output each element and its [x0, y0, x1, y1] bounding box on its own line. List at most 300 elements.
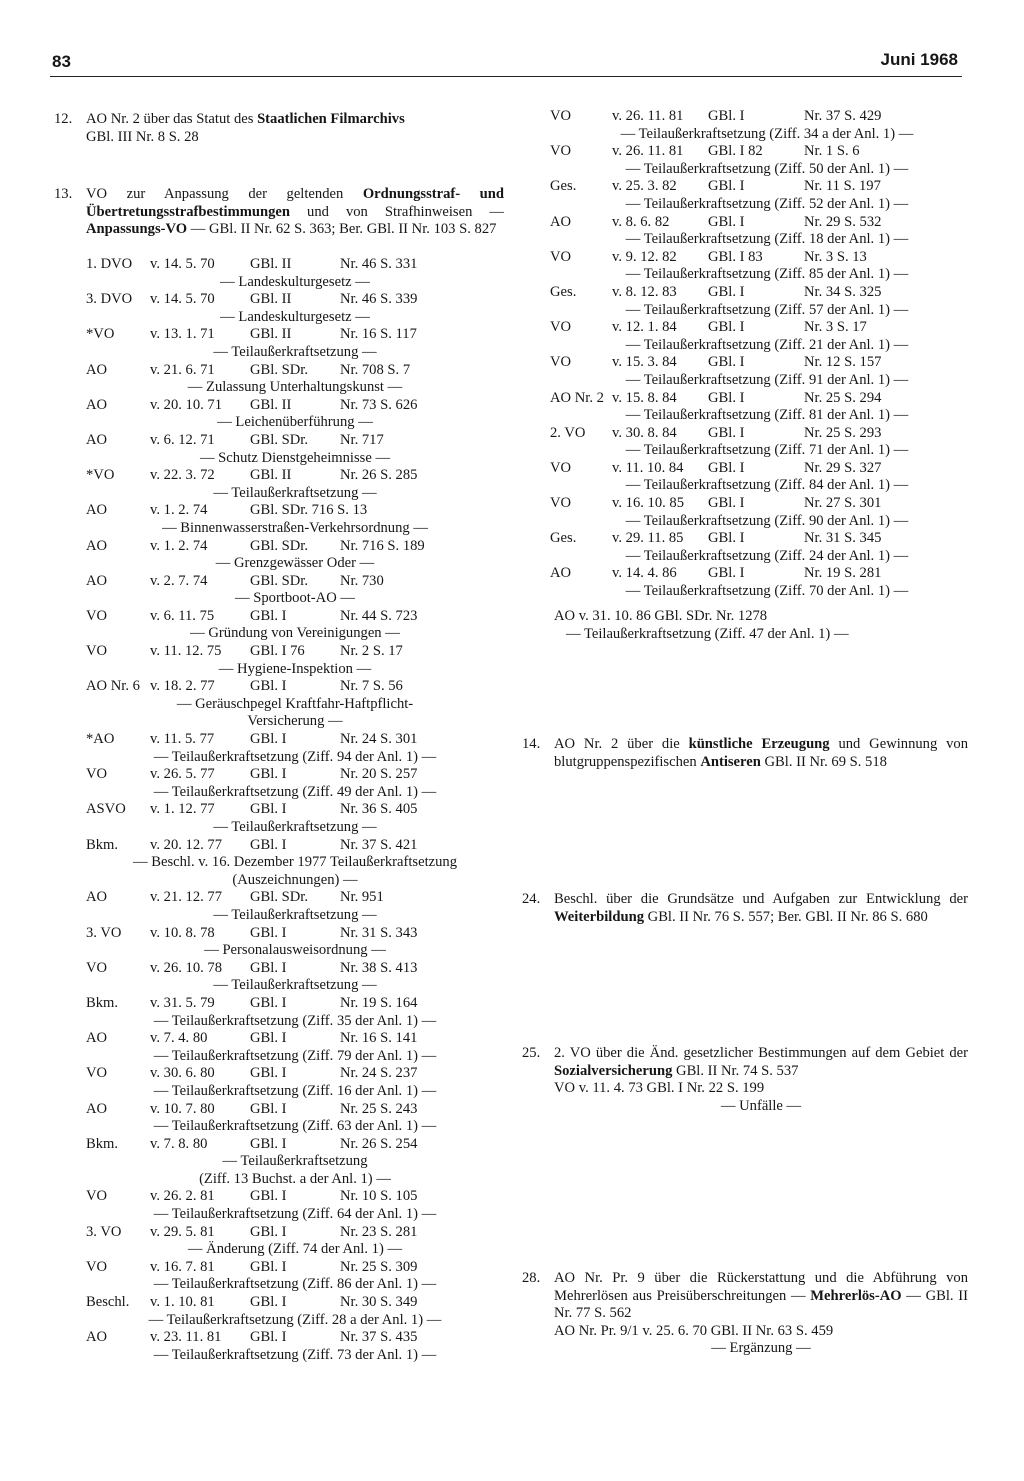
amendment-row: [86, 362, 504, 380]
sub-note: — Ergänzung —: [711, 1340, 811, 1357]
gazette-ref: GBl. I: [250, 1223, 287, 1240]
gazette-ref: GBl. I: [708, 283, 745, 300]
amendment-type: VO: [86, 1065, 108, 1082]
amendment-note: — Teilaußerkraftsetzung —: [213, 977, 377, 994]
amendment-note: — Teilaußerkraftsetzung (Ziff. 90 der Anl. 1) —: [625, 512, 909, 529]
amendment-note: — Teilaußerkraftsetzung: [222, 1153, 368, 1170]
entry-text: [554, 736, 968, 771]
amendment-row: [86, 1101, 504, 1119]
amendment-type: VO: [550, 354, 572, 371]
amendment-note: — Teilaußerkraftsetzung (Ziff. 81 der Anl. 1) —: [625, 407, 909, 424]
gazette-ref: GBl. I: [250, 1329, 287, 1346]
amendment-note: — Teilaußerkraftsetzung (Ziff. 50 der Anl. 1) —: [625, 160, 909, 177]
text-run: AO Nr. 2 über das Statut des: [86, 111, 258, 127]
amendment-note: — Teilaußerkraftsetzung (Ziff. 71 der Anl. 1) —: [625, 442, 909, 459]
amendment-note: (Auszeichnungen) —: [232, 871, 358, 888]
text-run: AO Nr. 2 über die: [554, 736, 689, 752]
gazette-ref: GBl. I: [250, 1258, 287, 1275]
gazette-number: Nr. 7 S. 56: [340, 678, 403, 695]
amendment-type: VO: [550, 248, 572, 265]
gazette-ref: GBl. I: [250, 994, 287, 1011]
amendment-type: VO: [550, 459, 572, 476]
gazette-ref: GBl. I 83: [708, 248, 763, 265]
amendment-date: v. 13. 1. 71: [150, 326, 215, 343]
sub-reference: VO v. 11. 4. 73 GBl. I Nr. 22 S. 199: [554, 1080, 765, 1097]
text-run: und Gewinnung von blutgruppenspezifischen: [554, 736, 969, 770]
amendment-row: [522, 108, 968, 126]
amendment-date: v. 21. 12. 77: [150, 889, 223, 906]
amendment-note: — Teilaußerkraftsetzung —: [213, 819, 377, 835]
amendment-row: [86, 1329, 504, 1347]
entry-number: 12.: [54, 111, 73, 127]
amendment-row: [86, 678, 504, 696]
amendment-type: VO: [550, 319, 572, 336]
amendment-row: [86, 837, 504, 855]
amendment-type: Beschl.: [86, 1294, 130, 1311]
amendment-note: — Sportboot-AO —: [235, 590, 355, 607]
amendment-type: AO: [86, 1329, 108, 1346]
amendment-type: VO: [550, 143, 572, 160]
amendment-row: [86, 326, 504, 344]
gazette-number: Nr. 46 S. 331: [340, 256, 418, 272]
amendment-row: [86, 432, 504, 450]
amendment-date: v. 1. 2. 74: [150, 537, 208, 554]
entry-12: [54, 111, 504, 146]
amendment-type: 3. VO: [86, 924, 122, 941]
bold-term: Sozialversicherung: [554, 1062, 673, 1079]
amendment-type: AO: [86, 431, 108, 448]
amendment-date: v. 8. 12. 83: [612, 283, 677, 300]
amendment-type: AO: [86, 1100, 108, 1117]
amendment-note: — Teilaußerkraftsetzung —: [213, 343, 377, 360]
gazette-number: Nr. 2 S. 17: [340, 643, 403, 660]
amendment-row: [86, 995, 504, 1013]
gazette-number: Nr. 73 S. 626: [340, 396, 418, 413]
gazette-number: Nr. 730: [340, 572, 384, 589]
gazette-ref: GBl. I: [708, 424, 745, 441]
gazette-ref: GBl. I: [250, 678, 287, 695]
amendment-row: [522, 495, 968, 513]
amendment-row: [86, 801, 504, 819]
amendment-date: v. 22. 3. 72: [150, 467, 215, 484]
amendment-type: AO: [86, 537, 108, 554]
amendment-type: AO: [86, 361, 108, 378]
tail-line: AO v. 31. 10. 86 GBl. SDr. Nr. 1278: [554, 608, 768, 624]
amendment-row: [86, 925, 504, 943]
entry-text: [86, 111, 504, 146]
amendment-note: — Teilaußerkraftsetzung (Ziff. 24 der Anl. 1) —: [625, 547, 909, 564]
amendment-row: [522, 530, 968, 548]
amendment-type: AO: [86, 396, 108, 413]
entry-number: 28.: [522, 1270, 541, 1286]
amendment-note: — Hygiene-Inspektion —: [218, 660, 372, 677]
amendment-row: [86, 256, 504, 274]
amendment-note: — Teilaußerkraftsetzung (Ziff. 73 der Anl. 1) —: [153, 1346, 437, 1363]
amendment-date: v. 21. 6. 71: [150, 361, 215, 378]
gazette-ref: GBl. I: [250, 1294, 287, 1311]
amendment-note: — Teilaußerkraftsetzung (Ziff. 86 der Anl. 1) —: [153, 1276, 437, 1293]
gazette-ref: GBl. I: [708, 319, 745, 336]
amendment-date: v. 25. 3. 82: [612, 178, 677, 195]
page-number: 83: [52, 52, 71, 71]
gazette-ref: GBl. I: [250, 959, 287, 976]
amendment-date: v. 1. 2. 74: [150, 502, 208, 519]
amendment-type: *VO: [86, 326, 115, 343]
amendment-note: — Grenzgewässer Oder —: [215, 555, 375, 572]
gazette-number: Nr. 29 S. 327: [804, 459, 882, 476]
text-run: — GBl. II Nr. 77 S. 562: [554, 1287, 968, 1322]
bold-term: Anpassungs-VO: [86, 221, 188, 238]
amendment-row: [86, 573, 504, 591]
gazette-ref: GBl. I: [708, 495, 745, 512]
gazette-number: Nr. 20 S. 257: [340, 766, 418, 783]
continuation-tail: [522, 608, 968, 643]
amendment-date: v. 16. 7. 81: [150, 1258, 215, 1275]
amendment-note: — Binnenwasserstraßen-Verkehrsordnung —: [162, 519, 428, 536]
gazette-number: Nr. 23 S. 281: [340, 1223, 418, 1240]
amendment-row: [86, 291, 504, 309]
gazette-number: Nr. 38 S. 413: [340, 959, 418, 976]
amendment-type: Ges.: [550, 283, 577, 300]
amendment-date: v. 2. 7. 74: [150, 572, 208, 589]
amendment-date: v. 29. 5. 81: [150, 1223, 215, 1240]
gazette-number: Nr. 36 S. 405: [340, 801, 418, 818]
gazette-number: Nr. 30 S. 349: [340, 1294, 418, 1311]
amendment-row: [86, 1030, 504, 1048]
amendment-row: [86, 1259, 504, 1277]
gazette-ref: GBl. SDr.: [250, 361, 308, 378]
entry-number: 14.: [522, 736, 541, 752]
gazette-number: Nr. 16 S. 117: [340, 326, 417, 343]
amendment-note: — Teilaußerkraftsetzung (Ziff. 63 der Anl. 1) —: [153, 1118, 437, 1135]
gazette-number: Nr. 37 S. 435: [340, 1329, 418, 1346]
amendment-note: — Teilaußerkraftsetzung (Ziff. 52 der Anl. 1) —: [625, 195, 909, 212]
entry-text: [554, 1045, 968, 1080]
entry-14: [522, 736, 968, 771]
amendment-date: v. 26. 11. 81: [612, 108, 684, 124]
gazette-ref: GBl. I: [250, 924, 287, 941]
gazette-ref: GBl. II: [250, 291, 292, 308]
gazette-number: Nr. 25 S. 294: [804, 389, 882, 406]
amendment-date: v. 9. 12. 82: [612, 248, 677, 265]
amendment-note: — Teilaußerkraftsetzung (Ziff. 84 der Anl. 1) —: [625, 477, 909, 494]
amendment-row: [522, 214, 968, 232]
amendment-date: v. 11. 5. 77: [150, 731, 215, 748]
amendment-date: v. 11. 12. 75: [150, 643, 222, 660]
amendment-note: — Teilaußerkraftsetzung (Ziff. 91 der Anl. 1) —: [625, 371, 909, 388]
gazette-ref: GBl. I: [250, 766, 287, 783]
bold-term: Weiterbildung: [554, 908, 645, 925]
gazette-ref: GBl. SDr.: [250, 431, 308, 448]
amendment-note: — Schutz Dienstgeheimnisse —: [199, 449, 391, 466]
entry-text: [86, 186, 504, 239]
amendment-date: v. 1. 12. 77: [150, 801, 215, 818]
bold-term: künstliche Erzeugung: [688, 736, 830, 752]
amendment-date: v. 20. 10. 71: [150, 396, 223, 413]
amendment-date: v. 14. 4. 86: [612, 565, 677, 582]
amendment-note: — Teilaußerkraftsetzung —: [213, 906, 377, 923]
gazette-number: Nr. 25 S. 293: [804, 424, 882, 441]
amendment-note: — Teilaußerkraftsetzung (Ziff. 18 der Anl. 1) —: [625, 231, 909, 248]
right-amendments-table: [522, 108, 968, 601]
text-run: und von Strafhinweisen —: [290, 203, 504, 220]
amendment-note: — Landeskulturgesetz —: [220, 273, 370, 290]
entry-number: 24.: [522, 891, 541, 907]
amendment-date: v. 29. 11. 85: [612, 530, 684, 547]
amendment-note: — Landeskulturgesetz —: [220, 308, 370, 325]
amendment-note: — Teilaußerkraftsetzung (Ziff. 85 der Anl. 1) —: [625, 266, 909, 283]
amendment-row: [86, 643, 504, 661]
amendment-type: VO: [550, 108, 572, 124]
amendment-type: *AO: [86, 731, 115, 748]
amendment-note: — Leichenüberführung —: [217, 414, 373, 431]
gazette-ref: GBl. I: [250, 1100, 287, 1117]
amendment-note: — Personalausweisordnung —: [204, 942, 386, 959]
amendment-date: v. 26. 2. 81: [150, 1188, 215, 1205]
amendment-date: v. 7. 4. 80: [150, 1030, 208, 1047]
amendment-note: — Teilaußerkraftsetzung (Ziff. 57 der Anl. 1) —: [625, 301, 909, 318]
gazette-number: Nr. 3 S. 17: [804, 319, 867, 336]
amendment-row: [86, 397, 504, 415]
amendment-type: 3. VO: [86, 1223, 122, 1240]
entry-number: 25.: [522, 1045, 541, 1061]
gazette-number: Nr. 16 S. 141: [340, 1030, 418, 1047]
amendment-note: — Teilaußerkraftsetzung (Ziff. 79 der Anl. 1) —: [153, 1047, 437, 1064]
gazette-number: Nr. 27 S. 301: [804, 495, 882, 512]
amendment-row: [86, 1294, 504, 1312]
gazette-number: Nr. 708 S. 7: [340, 361, 411, 378]
amendment-note: — Teilaußerkraftsetzung (Ziff. 70 der Anl. 1) —: [625, 583, 909, 600]
amendment-date: v. 30. 8. 84: [612, 424, 677, 441]
gazette-ref: GBl. II: [250, 256, 292, 272]
entry-25: [522, 1045, 968, 1115]
amendment-note: — Teilaußerkraftsetzung (Ziff. 94 der Anl. 1) —: [153, 748, 437, 765]
amendment-row: [86, 1224, 504, 1242]
gazette-number: Nr. 19 S. 281: [804, 565, 882, 582]
amendment-row: [522, 249, 968, 267]
amendment-type: Bkm.: [86, 836, 119, 853]
amendment-row: [522, 284, 968, 302]
text-run: GBl. III Nr. 8 S. 28: [86, 128, 199, 145]
gazette-ref: GBl. I: [708, 108, 745, 124]
amendment-type: VO: [86, 959, 108, 976]
text-run: GBl. II Nr. 74 S. 537: [672, 1062, 799, 1079]
bold-term: Mehrerlös-AO: [810, 1287, 902, 1304]
gazette-ref: GBl. SDr. 716 S. 13: [250, 502, 368, 519]
gazette-ref: GBl. I: [708, 389, 745, 406]
text-run: GBl. II Nr. 76 S. 557; Ber. GBl. II Nr. 86 S. 680: [644, 908, 928, 925]
text-run: 2. VO über die Änd. gesetzlicher Bestimmungen auf dem Gebiet der: [554, 1045, 968, 1061]
header-rule: [50, 76, 962, 77]
amendment-date: v. 18. 2. 77: [150, 678, 215, 695]
amendment-row: [86, 538, 504, 556]
amendment-date: v. 26. 11. 81: [612, 143, 684, 160]
amendment-date: v. 14. 5. 70: [150, 291, 215, 308]
entry-13: [54, 186, 504, 239]
amendment-type: Ges.: [550, 530, 577, 547]
gazette-ref: GBl. I: [250, 1030, 287, 1047]
amendment-row: [86, 766, 504, 784]
amendment-note: — Teilaußerkraftsetzung (Ziff. 16 der Anl. 1) —: [153, 1082, 437, 1099]
amendment-date: v. 10. 8. 78: [150, 924, 215, 941]
amendment-type: VO: [86, 643, 108, 660]
text-run: VO zur Anpassung der geltenden: [86, 186, 363, 202]
gazette-ref: GBl. I 82: [708, 143, 763, 160]
gazette-ref: GBl. I: [250, 1188, 287, 1205]
amendment-type: AO Nr. 6: [86, 678, 140, 695]
gazette-ref: GBl. I: [250, 1135, 287, 1152]
gazette-ref: GBl. I: [708, 213, 745, 230]
gazette-ref: GBl. II: [250, 326, 292, 343]
amendment-type: AO: [550, 213, 572, 230]
amendment-type: AO: [86, 502, 108, 519]
gazette-number: Nr. 46 S. 339: [340, 291, 418, 308]
amendment-type: 3. DVO: [86, 291, 133, 308]
amendment-note: — Teilaußerkraftsetzung (Ziff. 21 der Anl. 1) —: [625, 336, 909, 353]
amendment-note: — Zulassung Unterhaltungskunst —: [187, 379, 403, 396]
gazette-number: Nr. 24 S. 301: [340, 731, 418, 748]
amendment-type: ASVO: [86, 801, 126, 818]
amendment-date: v. 15. 3. 84: [612, 354, 677, 371]
gazette-number: Nr. 26 S. 254: [340, 1135, 418, 1152]
amendment-type: AO: [86, 572, 108, 589]
amendment-type: Bkm.: [86, 1135, 119, 1152]
amendment-row: [522, 319, 968, 337]
amendment-row: [86, 731, 504, 749]
gazette-ref: GBl. I: [250, 731, 287, 748]
amendment-row: [86, 889, 504, 907]
gazette-number: Nr. 25 S. 309: [340, 1258, 418, 1275]
amendment-note: — Teilaußerkraftsetzung (Ziff. 64 der Anl. 1) —: [153, 1206, 437, 1223]
amendment-type: 1. DVO: [86, 256, 133, 272]
amendment-note: — Teilaußerkraftsetzung (Ziff. 28 a der Anl. 1) —: [148, 1311, 442, 1328]
amendment-type: VO: [86, 1258, 108, 1275]
bold-term: Ordnungsstraf- und Übertretungsstrafbestimmungen: [86, 186, 504, 220]
amendment-row: [86, 467, 504, 485]
gazette-ref: GBl. I: [708, 459, 745, 476]
gazette-number: Nr. 29 S. 532: [804, 213, 882, 230]
amendment-row: [522, 354, 968, 372]
amendment-type: AO: [86, 1030, 108, 1047]
tail-note: — Teilaußerkraftsetzung (Ziff. 47 der Anl. 1) —: [566, 625, 849, 642]
amendment-date: v. 23. 11. 81: [150, 1329, 222, 1346]
gazette-number: Nr. 26 S. 285: [340, 467, 418, 484]
amendment-date: v. 6. 12. 71: [150, 431, 215, 448]
sub-reference: AO Nr. Pr. 9/1 v. 25. 6. 70 GBl. II Nr. 63 S. 459: [554, 1322, 834, 1339]
amendment-row: [86, 502, 504, 520]
amendment-date: v. 7. 8. 80: [150, 1135, 208, 1152]
gazette-number: Nr. 717: [340, 431, 384, 448]
gazette-ref: GBl. I: [250, 607, 287, 624]
bold-term: Antiseren: [700, 753, 761, 770]
amendment-type: AO: [86, 889, 108, 906]
amendment-row: [86, 1136, 504, 1154]
gazette-number: Nr. 951: [340, 889, 384, 906]
gazette-number: Nr. 25 S. 243: [340, 1100, 418, 1117]
amendment-date: v. 6. 11. 75: [150, 607, 215, 624]
bold-term: Staatlichen Filmarchivs: [257, 111, 405, 127]
entry-text: [554, 891, 968, 926]
amendment-note: — Teilaußerkraftsetzung (Ziff. 49 der Anl. 1) —: [153, 783, 437, 800]
amendment-note: — Teilaußerkraftsetzung (Ziff. 34 a der Anl. 1) —: [620, 125, 914, 142]
amendment-type: Ges.: [550, 178, 577, 195]
amendment-note: — Geräuschpegel Kraftfahr-Haftpflicht-: [176, 695, 414, 712]
amendment-type: VO: [86, 1188, 108, 1205]
text-run: AO Nr. Pr. 9 über die Rückerstattung und die Abführung von Mehrerlösen aus Preisüberschreitungen —: [554, 1270, 968, 1304]
amendment-note: — Teilaußerkraftsetzung —: [213, 484, 377, 501]
amendment-date: v. 16. 10. 85: [612, 495, 685, 512]
gazette-ref: GBl. I: [708, 530, 745, 547]
entry-28: [522, 1270, 968, 1358]
amendment-date: v. 8. 6. 82: [612, 213, 670, 230]
gazette-number: Nr. 37 S. 421: [340, 836, 418, 853]
gazette-ref: GBl. I: [708, 354, 745, 371]
gazette-number: Nr. 11 S. 197: [804, 178, 881, 195]
amendment-row: [522, 178, 968, 196]
gazette-number: Nr. 34 S. 325: [804, 283, 882, 300]
amendment-note: — Änderung (Ziff. 74 der Anl. 1) —: [187, 1241, 403, 1258]
gazette-ref: GBl. II: [250, 467, 292, 484]
text-run: GBl. II Nr. 69 S. 518: [760, 753, 887, 770]
sub-note: — Unfälle —: [720, 1097, 802, 1114]
gazette-ref: GBl. I: [708, 178, 745, 195]
gazette-number: Nr. 10 S. 105: [340, 1188, 418, 1205]
text-run: Beschl. über die Grundsätze und Aufgaben zur Entwicklung der: [554, 891, 968, 907]
gazette-ref: GBl. SDr.: [250, 572, 308, 589]
page-date: Juni 1968: [880, 50, 958, 69]
amendment-date: v. 1. 10. 81: [150, 1294, 215, 1311]
left-amendments-table: [86, 256, 504, 1364]
gazette-number: Nr. 19 S. 164: [340, 994, 418, 1011]
amendment-row: [522, 143, 968, 161]
amendment-date: v. 12. 1. 84: [612, 319, 677, 336]
gazette-number: Nr. 31 S. 345: [804, 530, 882, 547]
text-run: — GBl. II Nr. 62 S. 363; Ber. GBl. II Nr. 103 S. 827: [187, 221, 497, 238]
amendment-note: Versicherung —: [247, 713, 343, 730]
gazette-ref: GBl. I: [708, 565, 745, 582]
entry-number: 13.: [54, 186, 73, 202]
gazette-ref: GBl. SDr.: [250, 537, 308, 554]
gazette-number: Nr. 3 S. 13: [804, 248, 867, 265]
gazette-ref: GBl. I 76: [250, 643, 305, 660]
amendment-date: v. 31. 5. 79: [150, 994, 215, 1011]
amendment-date: v. 30. 6. 80: [150, 1065, 215, 1082]
gazette-number: Nr. 12 S. 157: [804, 354, 882, 371]
amendment-date: v. 10. 7. 80: [150, 1100, 215, 1117]
amendment-date: v. 26. 5. 77: [150, 766, 215, 783]
gazette-ref: GBl. I: [250, 836, 287, 853]
entry-24: [522, 891, 968, 926]
entry-text: [554, 1270, 968, 1323]
amendment-type: VO: [550, 495, 572, 512]
amendment-date: v. 14. 5. 70: [150, 256, 215, 272]
gazette-number: Nr. 716 S. 189: [340, 537, 425, 554]
amendment-note: — Beschl. v. 16. Dezember 1977 Teilaußerkraftsetzung: [133, 854, 457, 871]
amendment-row: [522, 390, 968, 408]
gazette-number: Nr. 37 S. 429: [804, 108, 882, 124]
gazette-ref: GBl. II: [250, 396, 292, 413]
amendment-date: v. 20. 12. 77: [150, 836, 223, 853]
amendment-date: v. 11. 10. 84: [612, 459, 684, 476]
amendment-row: [522, 460, 968, 478]
amendment-type: AO Nr. 2: [550, 389, 604, 406]
amendment-row: [86, 608, 504, 626]
gazette-number: Nr. 1 S. 6: [804, 143, 860, 160]
amendment-type: 2. VO: [550, 424, 586, 441]
amendment-type: *VO: [86, 467, 115, 484]
amendment-row: [86, 1065, 504, 1083]
amendment-row: [522, 565, 968, 583]
